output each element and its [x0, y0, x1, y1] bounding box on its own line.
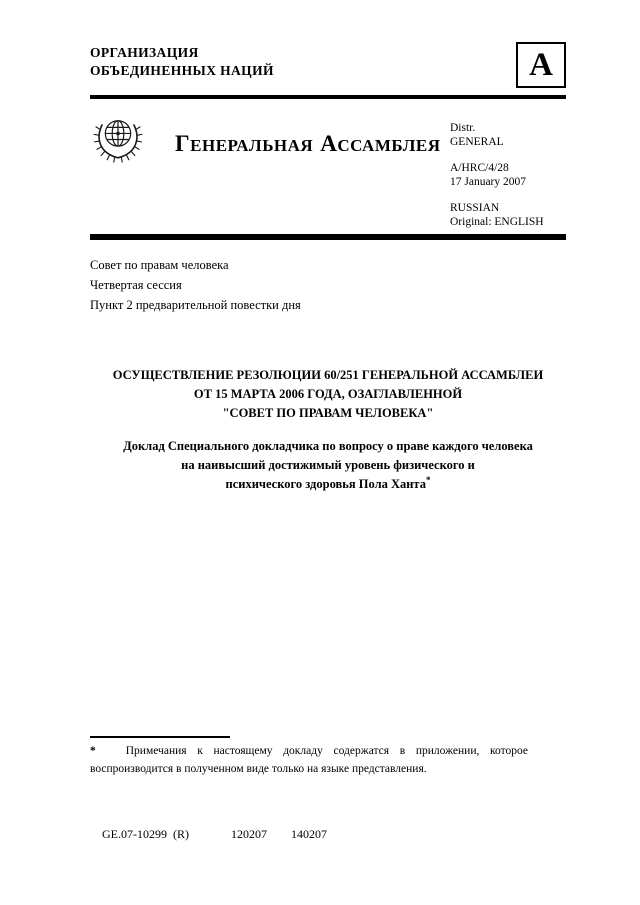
title-line-2: ОТ 15 МАРТА 2006 ГОДА, ОЗАГЛАВЛЕННОЙ	[193, 387, 463, 401]
document-title	[90, 366, 566, 423]
assembly-title-rest-1: ЕНЕРАЛЬНАЯ	[190, 136, 314, 155]
footnote-text: Примечания к настоящему докладу содержатся в приложении, которое воспроизводится в полученном виде только на языке представления.	[90, 745, 528, 775]
assembly-title-cap-1: Г	[175, 131, 191, 156]
language-group	[450, 201, 544, 229]
document-language: RUSSIAN	[450, 202, 500, 214]
subtitle-line-2: на наивысший достижимый уровень физического и	[181, 458, 475, 472]
document-series-letter-box	[516, 42, 566, 88]
footer-code-2: 140207	[291, 827, 327, 841]
assembly-title	[175, 131, 440, 157]
footer-ge-reference: GE.07-10299 (R)	[102, 827, 189, 841]
subtitle-line-3-text: психического здоровья Пола Ханта	[225, 477, 426, 491]
title-line-1: ОСУЩЕСТВЛЕНИЕ РЕЗОЛЮЦИИ 60/251 ГЕНЕРАЛЬНОЙ АССАМБЛЕИ	[112, 368, 544, 382]
footer-code-1: 120207	[231, 827, 267, 841]
subtitle-line-1: Доклад Специального докладчика по вопросу о праве каждого человека	[123, 439, 533, 453]
footnote-reference-marker: *	[425, 474, 431, 485]
footnote-marker: *	[90, 745, 96, 757]
session-line-number: Четвертая сессия	[90, 278, 182, 292]
document-series-letter: A	[529, 46, 553, 83]
masthead-divider-rule	[90, 234, 566, 240]
footnote-separator-rule	[90, 736, 230, 738]
footnote	[90, 743, 528, 778]
symbol-group	[450, 161, 544, 189]
un-emblem-icon	[88, 110, 148, 170]
distr-group	[450, 121, 544, 149]
distribution-block	[450, 121, 544, 241]
header-divider-rule	[90, 95, 566, 99]
subtitle-line-3	[90, 475, 566, 494]
org-line-1: ОРГАНИЗАЦИЯ	[90, 45, 199, 60]
session-line-agenda-item: Пункт 2 предварительной повестки дня	[90, 298, 301, 312]
original-language: Original: ENGLISH	[450, 216, 544, 228]
org-line-2: ОБЪЕДИНЕННЫХ НАЦИЙ	[90, 63, 274, 78]
assembly-title-cap-2: А	[320, 131, 338, 156]
document-date: 17 January 2007	[450, 176, 527, 188]
document-symbol: A/HRC/4/28	[450, 162, 509, 174]
footer-reference-line	[90, 812, 327, 857]
session-block	[90, 255, 301, 315]
title-line-3: "СОВЕТ ПО ПРАВАМ ЧЕЛОВЕКА"	[222, 406, 434, 420]
session-line-council: Совет по правам человека	[90, 258, 229, 272]
document-subtitle	[90, 437, 566, 494]
un-org-name	[90, 44, 274, 80]
distr-value: GENERAL	[450, 136, 504, 148]
distr-label: Distr.	[450, 122, 476, 134]
assembly-title-rest-2: ССАМБЛЕЯ	[337, 136, 441, 155]
